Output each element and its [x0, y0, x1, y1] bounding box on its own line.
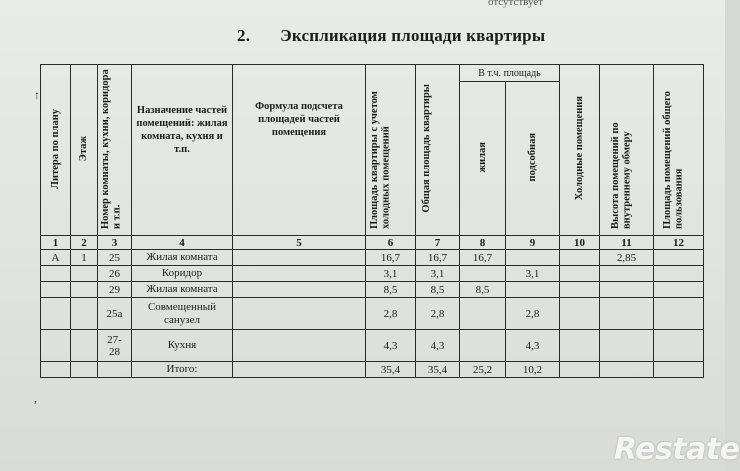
header-purpose: Назначение частей помещений: жилая комната, кухня и т.п.	[132, 65, 233, 236]
total-area: 35,4	[416, 362, 460, 378]
header-including-area: В т.ч. площадь	[460, 65, 560, 82]
total-label: Итого:	[132, 362, 233, 378]
header-height: Высота помещений по внутреннему обмеру	[600, 65, 654, 236]
total-utility: 10,2	[506, 362, 560, 378]
header-formula: Формула подсчета площадей частей помещения	[233, 65, 366, 236]
column-number-row: 1 2 3 4 5 6 7 8 9 10 11 12	[41, 236, 704, 250]
header-common-area: Площадь помещений общего пользования	[654, 65, 704, 236]
watermark-logo: Restate	[614, 432, 740, 467]
table-row: 26 Коридор 3,1 3,1 3,1	[41, 266, 704, 282]
top-fragment-text: отсутствует	[488, 0, 544, 8]
header-utility: подсобная	[506, 82, 560, 236]
header-area-with-cold: Площадь квартиры с учетом холодных помещений	[366, 65, 416, 236]
header-living: жилая	[460, 82, 506, 236]
table-row: 25а Совмещенный санузел 2,8 2,8 2,8	[41, 298, 704, 330]
header-room-number: Номер комнаты, кухни, коридора и т.п.	[98, 65, 132, 236]
margin-mark: ,	[34, 391, 37, 405]
total-living: 25,2	[460, 362, 506, 378]
total-area-cold: 35,4	[366, 362, 416, 378]
total-row	[41, 362, 704, 378]
table-row: А 1 25 Жилая комната 16,7 16,7 16,7 2,85	[41, 250, 704, 266]
header-total-area: Общая площадь квартиры	[416, 65, 460, 236]
page-title	[237, 26, 545, 46]
section-number: 2.	[237, 26, 251, 45]
table-row: 27-28 Кухня 4,3 4,3 4,3	[41, 330, 704, 362]
header-cold-rooms: Холодные помещения	[560, 65, 600, 236]
header-floor: Этаж	[71, 65, 98, 236]
table-row: 29 Жилая комната 8,5 8,5 8,5	[41, 282, 704, 298]
margin-mark: ↑	[34, 88, 40, 102]
header-litera: Литера по плану	[41, 65, 71, 236]
section-title: Экспликация площади квартиры	[280, 26, 546, 45]
explication-table	[40, 64, 704, 378]
